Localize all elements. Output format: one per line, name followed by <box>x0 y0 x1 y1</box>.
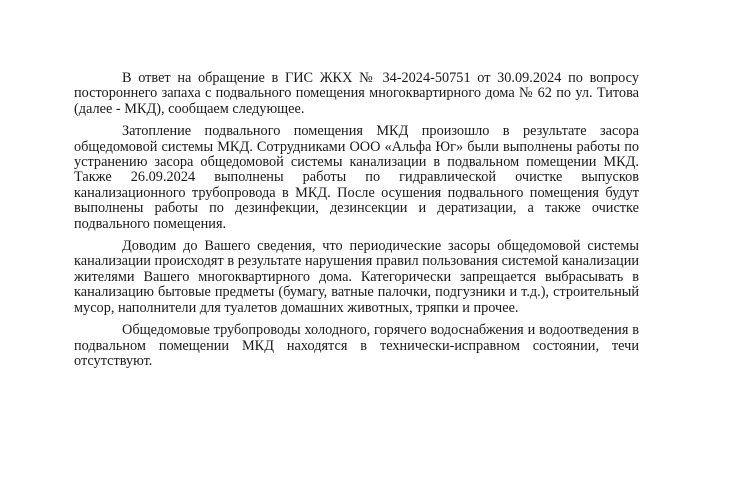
paragraph-usage-rules: Доводим до Вашего сведения, что периодические засоры общедомовой системы канализации происходят в результате нарушения правил пользования системой канализации жителями Вашего многоквартирного дома. Категорически запрещается выбрасывать в канализацию бытовые предметы (бумагу, ватные палочки, подгузники и т.д.), строительный мусор, наполнители для туалетов домашних животных, тряпки и прочее. <box>74 238 639 316</box>
paragraph-pipeline-condition: Общедомовые трубопроводы холодного, горячего водоснабжения и водоотведения в подвальном помещении МКД находятся в технически-исправном состоянии, течи отсутствуют. <box>74 322 639 369</box>
letter-body <box>74 71 639 369</box>
paragraph-flooding-works: Затопление подвального помещения МКД произошло в результате засора общедомовой системы МКД. Сотрудниками ООО «Альфа Юг» были выполнены работы по устранению засора общедомовой системы канализации в подвальном помещении МКД. Также 26.09.2024 выполнены работы по гидравлической очистке выпусков канализационного трубопровода в МКД. После осушения подвального помещения будут выполнены работы по дезинфекции, дезинсекции и дератизации, а также очистке подвального помещения. <box>74 123 639 232</box>
paragraph-request-reference: В ответ на обращение в ГИС ЖКХ № 34-2024-50751 от 30.09.2024 по вопросу постороннего запаха с подвального помещения многоквартирного дома № 62 по ул. Титова (далее - МКД), сообщаем следующее. <box>74 70 639 117</box>
